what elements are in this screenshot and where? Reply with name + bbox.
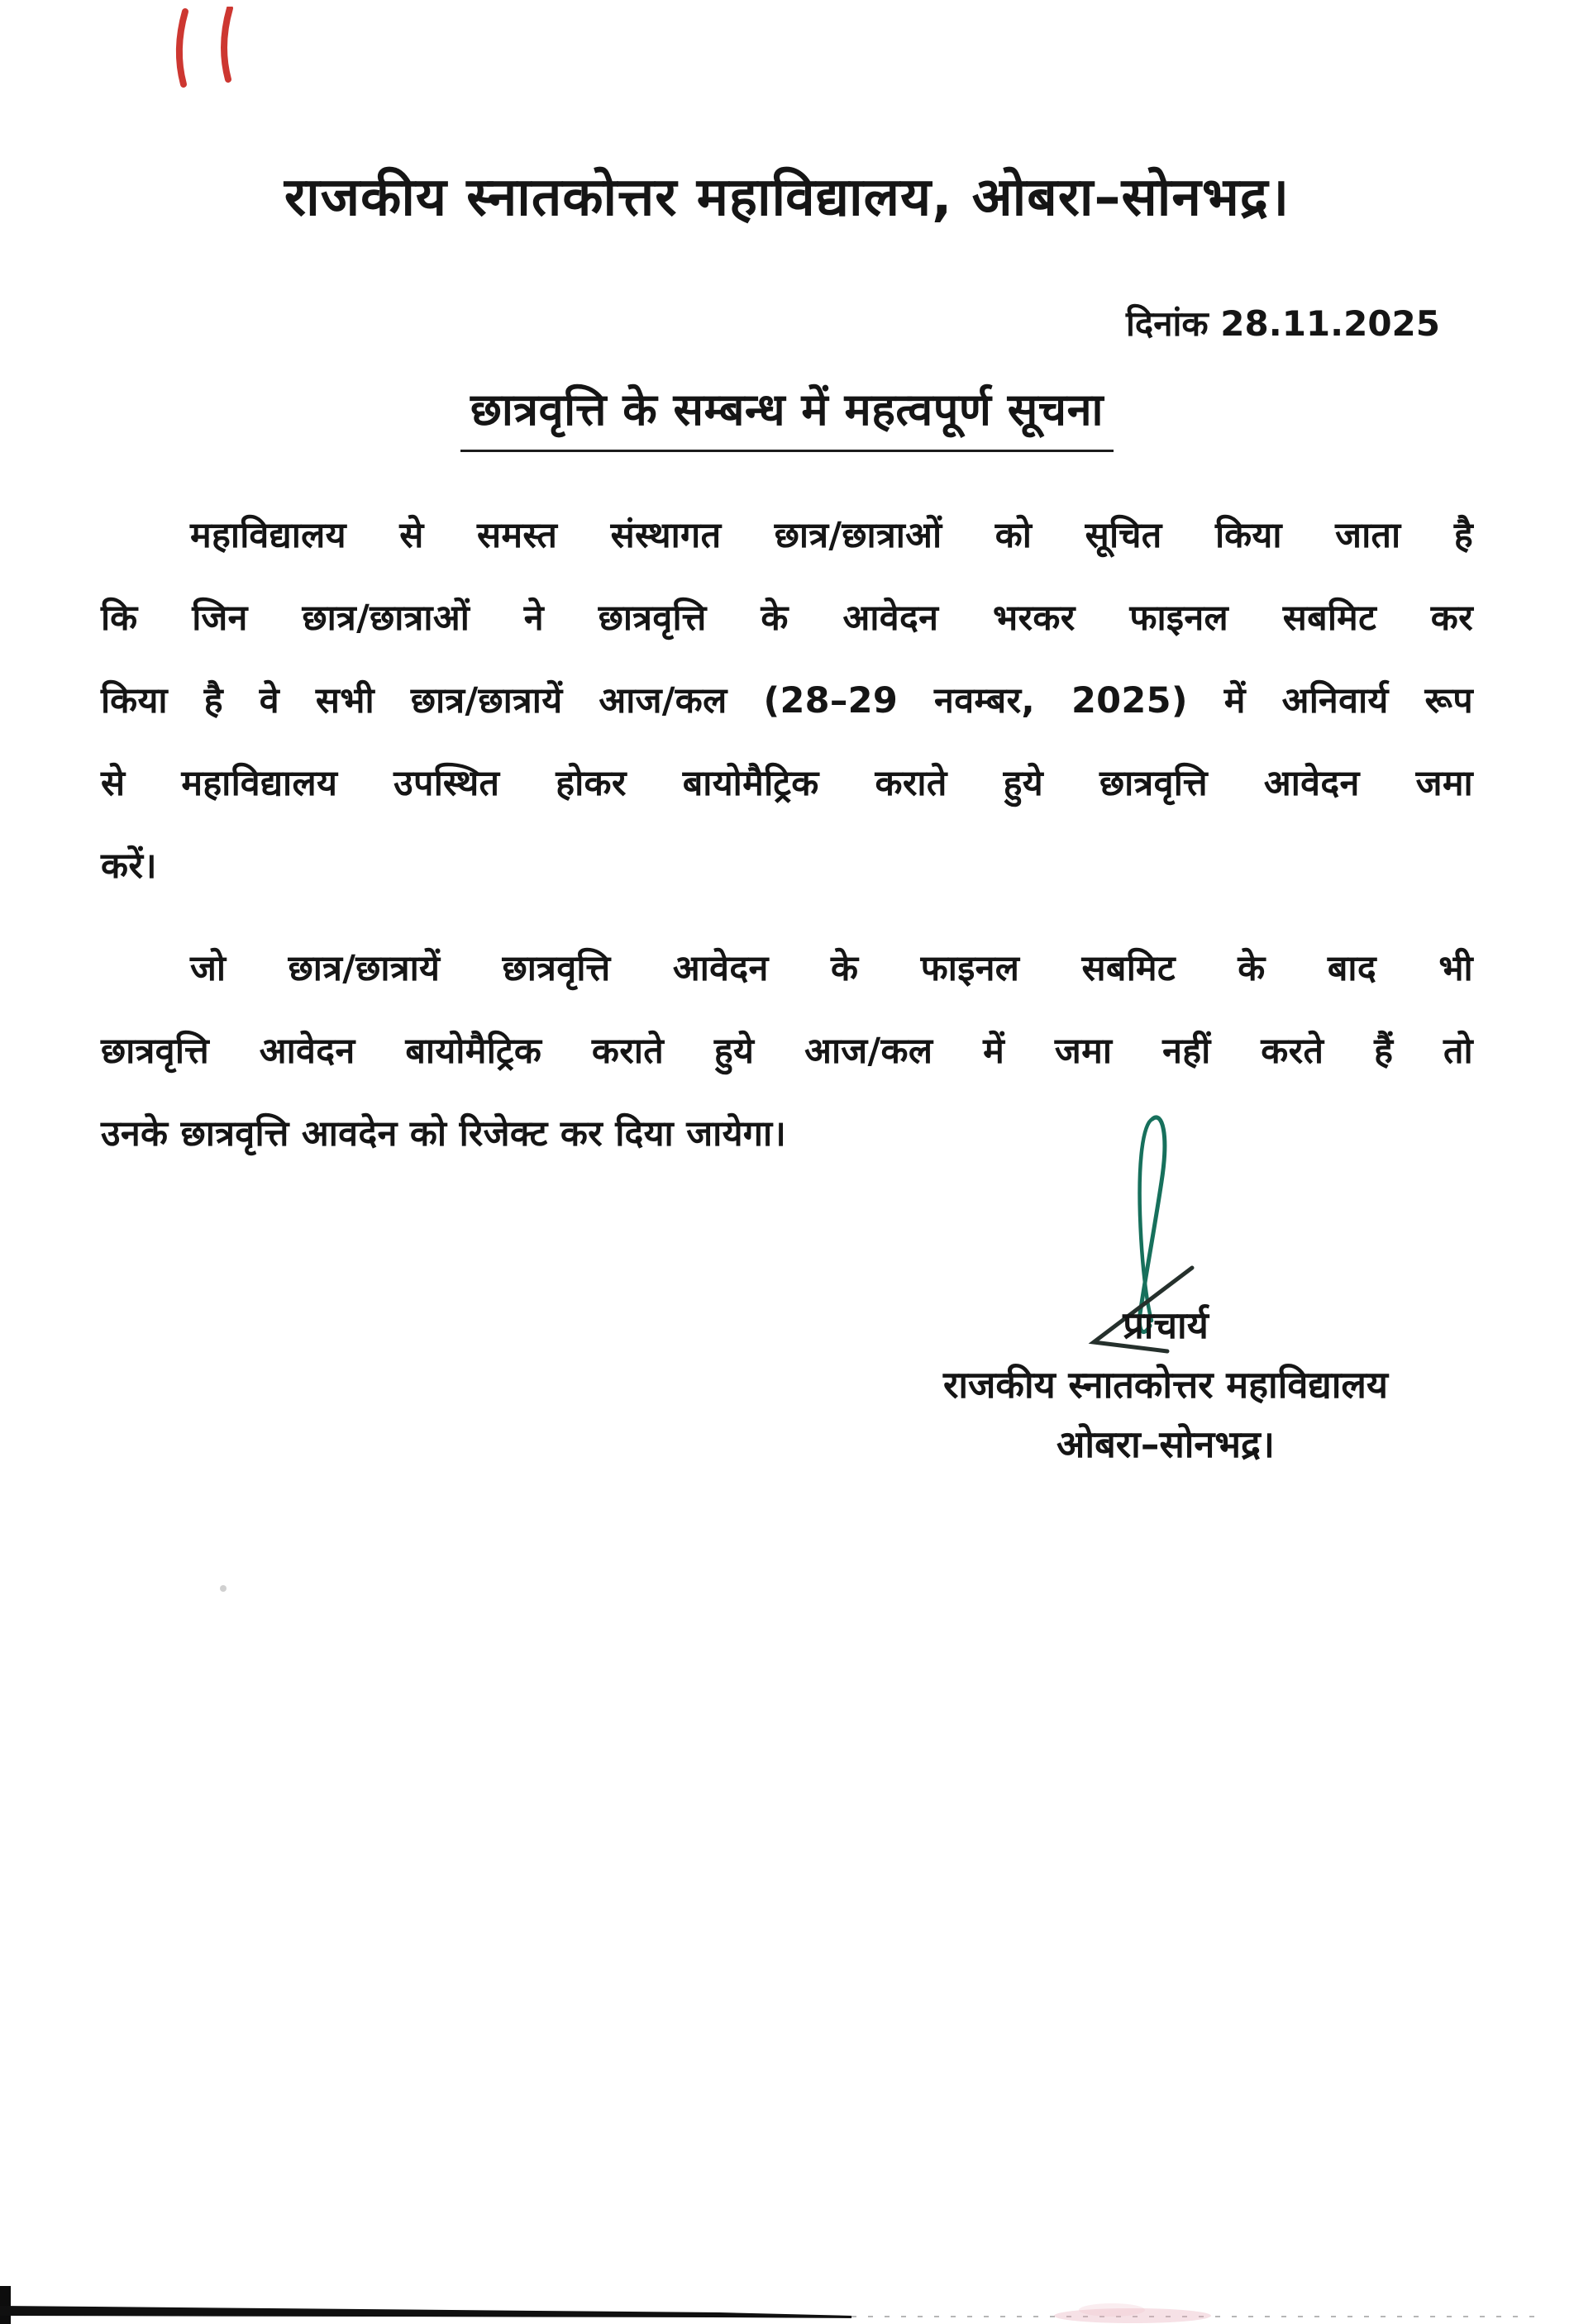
signatory-org: राजकीय स्नातकोत्तर महाविद्यालय [942,1363,1389,1407]
scan-edge-artifact [0,2296,1574,2324]
para1-line-3: किया है वे सभी छात्र/छात्रायें आज/कल (28–29 नवम्बर, 2025) में अनिवार्य रूप [101,680,1473,721]
para2-line-1: जो छात्र/छात्रायें छात्रवृत्ति आवेदन के फाइनल सबमिट के बाद भी [190,948,1473,989]
notice-title: राजकीय स्नातकोत्तर महाविद्यालय, ओबरा–सोनभद्र। [284,167,1290,228]
signatory-place: ओबरा–सोनभद्र। [1056,1422,1275,1466]
para2-line-2: छात्रवृत्ति आवेदन बायोमैट्रिक कराते हुये आज/कल में जमा नहीं करते हैं तो [101,1031,1473,1072]
para2-line-3: उनके छात्रवृत्ति आवदेन को रिजेक्ट कर दिया जायेगा। [101,1113,787,1155]
notice-heading: छात्रवृत्ति के सम्बन्ध में महत्वपूर्ण सूचना [460,377,1114,452]
red-pen-mark [159,7,258,89]
para1-line-2: कि जिन छात्र/छात्राओं ने छात्रवृत्ति के आवेदन भरकर फाइनल सबमिट कर [101,598,1473,639]
para1-line-1: महाविद्यालय से समस्त संस्थागत छात्र/छात्राओं को सूचित किया जाता है [190,515,1473,556]
paragraph-1 [101,494,1473,907]
scan-dot-artifact [220,1585,227,1592]
heading-wrap [0,377,1574,452]
paragraph-2 [101,927,1473,1175]
date-line: दिनांक 28.11.2025 [1126,303,1440,344]
signatory-designation: प्राचार्य [1123,1303,1209,1347]
para1-line-5: करें। [101,845,157,887]
para1-line-4: से महाविद्यालय उपस्थित होकर बायोमैट्रिक कराते हुये छात्रवृत्ति आवेदन जमा [101,763,1473,804]
signatory-block [880,1296,1451,1474]
